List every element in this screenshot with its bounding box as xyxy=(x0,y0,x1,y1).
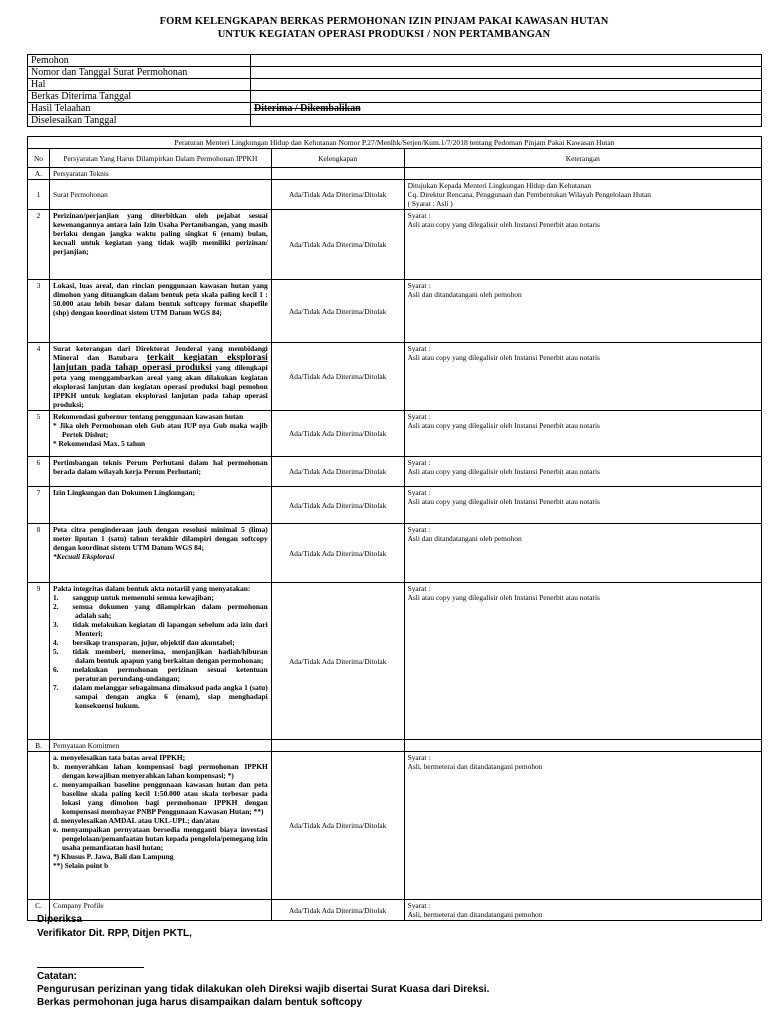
table-row xyxy=(28,411,762,457)
row-number: 3 xyxy=(28,280,50,343)
row-number: 5 xyxy=(28,411,50,457)
table-row xyxy=(28,583,762,740)
completeness-status[interactable]: Ada/Tidak Ada Diterima/Ditolak xyxy=(271,487,404,524)
table-row xyxy=(28,343,762,411)
table-row xyxy=(28,487,762,524)
info-value[interactable] xyxy=(251,115,762,127)
list-marker: 7. xyxy=(52,683,59,692)
requirement-note: *) Khusus P. Jawa, Bali dan Lampung xyxy=(52,852,174,861)
list-marker: b. xyxy=(52,762,59,771)
row-number: 8 xyxy=(28,524,50,583)
column-header-completeness: Kelengkapan xyxy=(271,149,404,168)
completeness-status[interactable]: Ada/Tidak Ada Diterima/Ditolak xyxy=(271,280,404,343)
list-item xyxy=(53,620,268,638)
info-row xyxy=(28,67,762,79)
info-label: Diselesaikan Tanggal xyxy=(28,115,251,127)
info-row xyxy=(28,115,762,127)
section-row xyxy=(28,168,762,180)
form-title xyxy=(0,15,768,41)
remarks-line: Asli, bermeterai dan ditandatangani pemohon xyxy=(407,762,543,771)
row-number: 4 xyxy=(28,343,50,411)
list-item xyxy=(53,647,268,665)
list-text: tidak melakukan kegiatan di lapangan sebelum ada izin dari Menteri; xyxy=(72,620,268,638)
remarks-line: Asli atau copy yang dilegalisir oleh Instansi Penerbit atau notaris xyxy=(407,353,600,362)
section-label: Persyaratan Teknis xyxy=(49,168,271,180)
info-row xyxy=(28,55,762,67)
section-number: B. xyxy=(28,740,50,752)
remarks-line: Asli atau copy yang dilegalisir oleh Instansi Penerbit atau notaris xyxy=(407,220,600,229)
remarks-line: Asli atau copy yang dilegalisir oleh Instansi Penerbit atau notaris xyxy=(407,593,600,602)
remarks-cell xyxy=(404,900,761,921)
list-marker: 4. xyxy=(52,638,59,647)
row-number: 9 xyxy=(28,583,50,740)
note-line: Berkas permohonan juga harus disampaikan dalam bentuk softcopy xyxy=(37,997,363,1008)
remarks-cell xyxy=(404,210,761,280)
list-item xyxy=(53,816,268,825)
info-label: Hal xyxy=(28,79,251,91)
section-label: Pernyataan Komitmen xyxy=(49,740,271,752)
list-text: menyerahkan lahan kompensasi bagi permohonan IPPKH dengan kewajiban menyerahkan lahan kompensasi; *) xyxy=(61,762,268,780)
requirement-line: * Jika oleh Permohonan oleh Gub atau IUP nya Gub maka wajib Pertek Dishut; xyxy=(52,421,268,439)
section-label: Company Profile xyxy=(49,900,271,921)
table-row xyxy=(28,210,762,280)
remarks-line: Asli atau copy yang dilegalisir oleh Instansi Penerbit atau notaris xyxy=(407,497,600,506)
requirement-text: Perizinan/perjanjian yang diterbitkan oleh pejabat sesuai kewenangannya antara lain Izin Usaha Pertambangan, yang masih berlaku dengan jangka waktu paling singkat 6 (enam) bulan, kecuali untuk kegiatan yang tidak wajib memiliki perizinan/ perjanjian; xyxy=(49,210,271,280)
syarat-label: Syarat : xyxy=(407,525,431,534)
list-text: dalam melanggar sebagaimana dimaksud pada angka 1 (satu) sampai dengan angka 6 (enam), siap menghadapi konsekuensi hukum. xyxy=(72,683,268,710)
table-row xyxy=(28,280,762,343)
list-text: menyelesaikan AMDAL atau UKL-UPL; dan/atau xyxy=(60,816,220,825)
requirement-note: *Kecuali Eksplorasi xyxy=(52,552,115,561)
remarks-cell xyxy=(404,343,761,411)
column-header-remarks: Keterangan xyxy=(404,149,761,168)
syarat-label: Syarat : xyxy=(407,753,431,762)
completeness-status[interactable]: Ada/Tidak Ada Diterima/Ditolak xyxy=(271,524,404,583)
list-marker: c. xyxy=(52,780,59,789)
info-label: Hasil Telaahan xyxy=(28,103,251,115)
list-marker: 5. xyxy=(52,647,59,656)
info-value[interactable] xyxy=(251,67,762,79)
remarks-cell xyxy=(404,583,761,740)
section-number: C. xyxy=(28,900,50,921)
notes-title: Catatan: xyxy=(37,971,78,982)
requirement-line: Pakta integritas dalam bentuk akta notariil yang menyatakan: xyxy=(52,584,251,593)
section-row xyxy=(28,740,762,752)
list-text: menyelesaikan tata batas areal IPPKH; xyxy=(60,753,186,762)
requirement-text xyxy=(49,524,271,583)
remarks-cell xyxy=(404,180,761,210)
requirement-text: Surat Permohonan xyxy=(49,180,271,210)
completeness-status[interactable]: Ada/Tidak Ada Diterima/Ditolak xyxy=(271,900,404,921)
list-marker: d. xyxy=(52,816,59,825)
list-item xyxy=(53,638,268,647)
list-text: semua dokumen yang dilampirkan dalam permohonan adalah sah; xyxy=(72,602,268,620)
remarks-line: Asli dan ditandatangani oleh pemohon xyxy=(407,290,522,299)
verifier-label: Verifikator Dit. RPP, Ditjen PKTL, xyxy=(37,928,192,939)
remarks-line: Asli atau copy yang dilegalisir oleh Instansi Penerbit atau notaris xyxy=(407,421,600,430)
list-item xyxy=(53,665,268,683)
table-row xyxy=(28,524,762,583)
table-row xyxy=(28,752,762,900)
list-item xyxy=(53,602,268,620)
info-row xyxy=(28,103,762,115)
syarat-label: Syarat : xyxy=(407,584,431,593)
syarat-label: Syarat : xyxy=(407,458,431,467)
list-marker: 2. xyxy=(52,602,59,611)
remarks-cell xyxy=(404,524,761,583)
completeness-status[interactable]: Ada/Tidak Ada Diterima/Ditolak xyxy=(271,343,404,411)
row-number: 2 xyxy=(28,210,50,280)
requirement-text xyxy=(49,343,271,411)
row-number: 6 xyxy=(28,457,50,487)
remarks-cell xyxy=(404,752,761,900)
section-number: A. xyxy=(28,168,50,180)
syarat-label: Syarat : xyxy=(407,281,431,290)
completeness-status[interactable]: Ada/Tidak Ada Diterima/Ditolak xyxy=(271,752,404,900)
requirement-text: Izin Lingkungan dan Dokumen Lingkungan; xyxy=(49,487,271,524)
column-header-requirement: Persyaratan Yang Harus Dilampirkan Dalam Permohonan IPPKH xyxy=(49,149,271,168)
requirement-text xyxy=(49,411,271,457)
remarks-line: Asli atau copy yang dilegalisir oleh Instansi Penerbit atau notaris xyxy=(407,467,600,476)
list-text: tidak memberi, menerima, menjanjikan hadiah/hiburan dalam bentuk apapun yang berkaitan dengan permohonan; xyxy=(72,647,268,665)
requirement-emphasis: terkait kegiatan eksplorasi lanjutan pada tahap operasi produksi xyxy=(52,353,268,373)
row-number: 1 xyxy=(28,180,50,210)
syarat-label: Syarat : xyxy=(407,344,431,353)
form-title-line-1: FORM KELENGKAPAN BERKAS PERMOHONAN IZIN PINJAM PAKAI KAWASAN HUTAN xyxy=(159,16,609,27)
table-row xyxy=(28,900,762,921)
row-number: 7 xyxy=(28,487,50,524)
remarks-cell xyxy=(404,457,761,487)
requirement-line: Peta citra penginderaan jauh dengan resolusi minimal 5 (lima) meter liputan 1 (satu) tahun terakhir dilampiri dengan softcopy dengan koordinat sistem UTM Datum WGS 84; xyxy=(52,525,268,552)
syarat-label: Syarat : xyxy=(407,901,431,910)
remarks-line: Ditujukan Kepada Menteri Lingkungan Hidup dan Kehutanan xyxy=(407,181,592,190)
remarks-cell xyxy=(404,280,761,343)
requirement-line: Rekomendasi gubernur tentang penggunaan kawasan hutan xyxy=(52,412,244,421)
info-label: Pemohon xyxy=(28,55,251,67)
table-header-row xyxy=(28,149,762,168)
table-row xyxy=(28,457,762,487)
completeness-status[interactable]: Ada/Tidak Ada Diterima/Ditolak xyxy=(271,210,404,280)
syarat-label: Syarat : xyxy=(407,211,431,220)
list-text: sanggup untuk memenuhi semua kewajiban; xyxy=(72,593,214,602)
list-text: menyampaikan pernyataan bersedia mengganti biaya investasi pengelolaan/pemanfaatan hutan kepada pengelola/pemegang izin usaha pemanfaatan hasil hutan; xyxy=(61,825,268,852)
checked-by-label: Diperiksa xyxy=(37,914,83,925)
requirements-table xyxy=(27,136,762,921)
completeness-status[interactable]: Ada/Tidak Ada Diterima/Ditolak xyxy=(271,583,404,740)
info-value[interactable] xyxy=(251,79,762,91)
list-text: bersikap transparan, jujur, objektif dan akuntabel; xyxy=(72,638,235,647)
requirement-text: Lokasi, luas areal, dan rincian penggunaan kawasan hutan yang dimohon yang dituangkan dalam bentuk peta skala paling kecil 1 : 50.000 atau lebih besar dalam bentuk softcopy format shapefile (shp) dengan koordinat sistem UTM Datum WGS 84; xyxy=(49,280,271,343)
syarat-label: Syarat : xyxy=(407,412,431,421)
note-line: Pengurusan perizinan yang tidak dilakukan oleh Direksi wajib disertai Surat Kuasa dari Direksi. xyxy=(37,984,490,995)
info-label: Berkas Diterima Tanggal xyxy=(28,91,251,103)
remarks-line: Cq. Direktur Rencana, Penggunaan dan Pembentukan Wilayah Pengelolaan Hutan xyxy=(407,190,651,199)
remarks-line: Asli dan ditandatangani oleh pemohon xyxy=(407,534,522,543)
remarks-cell xyxy=(404,411,761,457)
requirement-line: * Rekomendasi Max. 5 tahun xyxy=(52,439,146,448)
list-item xyxy=(53,762,268,780)
regulation-reference: Peraturan Menteri Lingkungan Hidup dan Kehutanan Nomor P.27/Menlhk/Setjen/Kum.1/7/2018 tentang Pedoman Pinjam Pakai Kawasan Hutan xyxy=(28,137,762,149)
info-row xyxy=(28,79,762,91)
list-item xyxy=(53,753,268,762)
completeness-status[interactable]: Ada/Tidak Ada Diterima/Ditolak xyxy=(271,180,404,210)
requirement-text-part: Surat keterangan dari Direktorat Jenderal yang membidangi Mineral dan Batubara xyxy=(52,344,268,362)
list-marker: 1. xyxy=(52,593,59,602)
list-text: menyampaikan baseline penggunaan kawasan hutan dan peta baseline skala paling kecil 1:50.000 atau skala terbesar pada lokasi yang dimohon bagi permohonan IPPKH dengan kompensasi membayar PNBP Penggunaan Kawasan Hutan; **) xyxy=(61,780,268,816)
remarks-line: Asli, bermeterai dan ditandatangani pemohon xyxy=(407,910,543,919)
info-label: Nomor dan Tanggal Surat Permohonan xyxy=(28,67,251,79)
list-text: melakukan permohonan perizinan sesuai ketentuan peraturan perundang-undangan; xyxy=(72,665,268,683)
info-row xyxy=(28,91,762,103)
list-marker: 6. xyxy=(52,665,59,674)
list-marker: e. xyxy=(52,825,59,834)
info-value[interactable] xyxy=(251,55,762,67)
requirement-text-part: yang dilengkapi peta yang menggambarkan areal yang akan dilakukan kegiatan eksplorasi lanjutan dan kegiatan operasi produksi bagi pemohon IPPKH untuk kegiatan eksplorasi lanjutan pada tahap operasi produksi; xyxy=(52,363,268,409)
completeness-status[interactable]: Ada/Tidak Ada Diterima/Ditolak xyxy=(271,411,404,457)
requirement-text xyxy=(49,583,271,740)
table-row xyxy=(28,180,762,210)
requirement-text: Pertimbangan teknis Perum Perhutani dalam hal permohonan berada dalam wilayah kerja Perum Perhutani; xyxy=(49,457,271,487)
review-result-value[interactable]: Diterima / Dikembalikan xyxy=(251,103,762,115)
list-marker: 3. xyxy=(52,620,59,629)
info-value[interactable] xyxy=(251,91,762,103)
column-header-no: No xyxy=(28,149,50,168)
form-title-line-2: UNTUK KEGIATAN OPERASI PRODUKSI / NON PERTAMBANGAN xyxy=(217,29,551,40)
list-item xyxy=(53,825,268,852)
applicant-info-table xyxy=(27,54,762,127)
remarks-cell xyxy=(404,487,761,524)
list-marker: a. xyxy=(52,753,59,762)
signature-line xyxy=(37,967,144,968)
requirement-note: **) Selain point b xyxy=(52,861,109,870)
list-item xyxy=(53,683,268,710)
syarat-label: Syarat : xyxy=(407,488,431,497)
requirement-text xyxy=(49,752,271,900)
list-item xyxy=(53,780,268,816)
completeness-status[interactable]: Ada/Tidak Ada Diterima/Ditolak xyxy=(271,457,404,487)
list-item xyxy=(53,593,268,602)
remarks-line: ( Syarat : Asli ) xyxy=(407,199,453,208)
